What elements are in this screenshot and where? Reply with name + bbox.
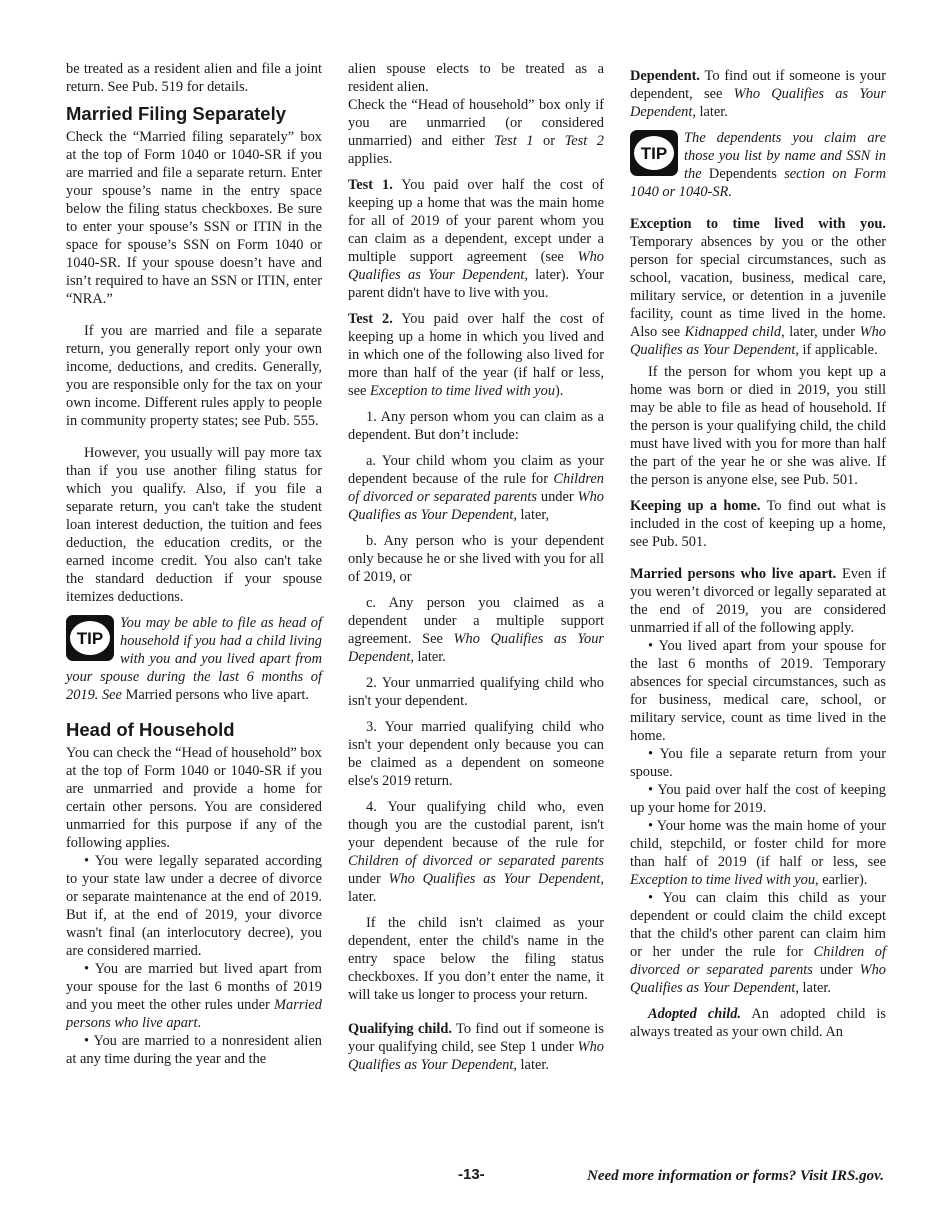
column-3	[630, 60, 886, 1041]
list-item-1: 1. Any person whom you can claim as a dependent. But don’t include:	[348, 409, 604, 443]
check-hoh-paragraph: Check the “Head of household” box only if you are unmarried (or considered unmarried) and either Test 1 or Test 2 applies.	[348, 97, 604, 167]
apart-bullet-2: • You file a separate return from your spouse.	[630, 746, 886, 780]
mfs-paragraph-1: Check the “Married filing separately” box at the top of Form 1040 or 1040-SR if you are married and file a separate return. Enter your spouse’s name in the entry space below the filing status checkboxes. Be sure to enter your spouse’s SSN or ITIN in the space for spouse’s SSN on Form 1040 or 1040-SR. If your spouse doesn’t have and isn’t required to have an SSN or ITIN, enter “NRA.”	[66, 129, 322, 307]
tip-text-italic: You may be able to file as head of household if you had a child living with you and you lived apart from your spouse during the last 6 months of 2019. See	[66, 615, 322, 703]
footer-note: Need more information or forms? Visit IRS.gov.	[587, 1168, 884, 1184]
continued-paragraph: alien spouse elects to be treated as a resident alien.	[348, 61, 604, 95]
married-persons-paragraph: Married persons who live apart. Even if you weren’t divorced or legally separated at the end of 2019, you are considered unmarried if all of the following apply.	[630, 566, 886, 636]
list-item-1b: b. Any person who is your dependent only because he or she lived with you for all of 2019, or	[348, 533, 604, 585]
page-number: -13-	[458, 1166, 485, 1183]
list-item-4: 4. Your qualifying child who, even though you are the custodial parent, isn't your dependent because of the rule for Children of divorced or separated parents under Who Qualifies as Your Dependent, later.	[348, 799, 604, 905]
list-item-2: 2. Your unmarried qualifying child who isn't your dependent.	[348, 675, 604, 709]
test-1-paragraph: Test 1. You paid over half the cost of keeping up a home that was the main home for all of 2019 of your parent whom you can claim as a dependent, except under a multiple support agreement (see Who Qualifies as Your Dependent, later). Your parent didn't have to live with you.	[348, 177, 604, 301]
apart-bullet-1: • You lived apart from your spouse for the last 6 months of 2019. Temporary absences for special circumstances, such as for business, medical care, school, or military service, count as time lived in the home.	[630, 638, 886, 744]
apart-bullet-3: • You paid over half the cost of keeping up your home for 2019.	[630, 782, 886, 816]
heading-married-filing-separately: Married Filing Separately	[66, 103, 287, 124]
hoh-paragraph-1: You can check the “Head of household” box at the top of Form 1040 or 1040-SR if you are unmarried and provide a home for certain other persons. You are considered unmarried for this purpose if any of the following applies.	[66, 745, 322, 851]
tip-icon	[630, 130, 678, 176]
tip-block-married-apart	[66, 614, 322, 704]
hoh-bullet-2: • You are married but lived apart from your spouse for the last 6 months of 2019 and you meet the other rules under Married persons who live apart.	[66, 961, 322, 1031]
column-1	[66, 60, 322, 1068]
adopted-child-paragraph: Adopted child. An adopted child is always treated as your own child. An	[630, 1006, 887, 1040]
apart-bullet-5: • You can claim this child as your dependent or could claim the child except that the child's other parent can claim him or her under the rule for Children of divorced or separated parents under Who Qualifies as Your Dependent, later.	[630, 890, 886, 996]
intro-paragraph: be treated as a resident alien and file a joint return. See Pub. 519 for details.	[66, 61, 322, 95]
child-name-paragraph: If the child isn't claimed as your dependent, enter the child's name in the entry space below the filing status checkboxes. If you don’t enter the name, it will take us longer to process your return.	[348, 915, 604, 1003]
test-2-paragraph: Test 2. You paid over half the cost of keeping up a home in which you lived and in which one of the following also lived for more than half of the year (if half or less, see Exception to time lived with you).	[348, 311, 604, 399]
mfs-paragraph-3: However, you usually will pay more tax than if you use another filing status for which you qualify. Also, if you file a separate return, you can't take the student loan interest deduction, the tuition and fees deduction, the education credits, or the earned income credit. You also can't take the standard deduction if your spouse itemizes deductions.	[66, 445, 322, 605]
list-item-3: 3. Your married qualifying child who isn't your dependent only because you can be claimed as a dependent on someone else's 2019 return.	[348, 719, 604, 789]
mfs-paragraph-2: If you are married and file a separate return, you generally report only your own income, deductions, and credits. Generally, you are responsible only for the tax on your own income. Different rules apply to people in community property states; see Pub. 555.	[66, 323, 322, 429]
tip-block-dependents	[630, 129, 886, 201]
tip-icon-label: TIP	[76, 629, 104, 648]
dependent-paragraph: Dependent. To find out if someone is your dependent, see Who Qualifies as Your Dependent, later.	[630, 68, 887, 120]
tip-text: The dependents you claim are those you list by name and SSN in the Dependents section on Form 1040 or 1040-SR.	[630, 130, 886, 200]
list-item-1a: a. Your child whom you claim as your dependent because of the rule for Children of divorced or separated parents under Who Qualifies as Your Dependent, later,	[348, 453, 604, 523]
tip-icon-label: TIP	[640, 144, 668, 163]
list-item-1c: c. Any person you claimed as a dependent under a multiple support agreement. See Who Qualifies as Your Dependent, later.	[348, 595, 604, 665]
exception-paragraph: Exception to time lived with you. Temporary absences by you or the other person for special circumstances, such as school, vacation, business, medical care, military service, or detention in a juvenile facility, count as time lived in the home. Also see Kidnapped child, later, under Who Qualifies as Your Dependent, if applicable.	[630, 216, 886, 358]
keeping-up-home-paragraph: Keeping up a home. To find out what is included in the cost of keeping up a home, see Pub. 501.	[630, 498, 886, 550]
tip-icon	[66, 615, 114, 661]
page-footer	[0, 1166, 950, 1190]
hoh-bullet-1: • You were legally separated according to your state law under a decree of divorce or separate maintenance at the end of 2019. But if, at the end of 2019, your divorce wasn't final (an interlocutory decree), you are considered married.	[66, 853, 322, 959]
born-died-paragraph: If the person for whom you kept up a home was born or died in 2019, you still may be able to file as head of household. If the person is your qualifying child, the child must have lived with you for more than half the part of the year he or she was alive. If the person is anyone else, see Pub. 501.	[630, 364, 886, 488]
apart-bullet-4: • Your home was the main home of your child, stepchild, or foster child for more than half of 2019 (if half or less, see Exception to time lived with you, earlier).	[630, 818, 886, 888]
column-2	[348, 60, 604, 1074]
hoh-bullet-3: • You are married to a nonresident alien at any time during the year and the	[66, 1033, 322, 1067]
tip-text-reference: Married persons who live apart.	[125, 687, 309, 703]
heading-head-of-household: Head of Household	[66, 719, 235, 740]
qualifying-child-paragraph: Qualifying child. To find out if someone is your qualifying child, see Step 1 under Who Qualifies as Your Dependent, later.	[348, 1021, 604, 1073]
